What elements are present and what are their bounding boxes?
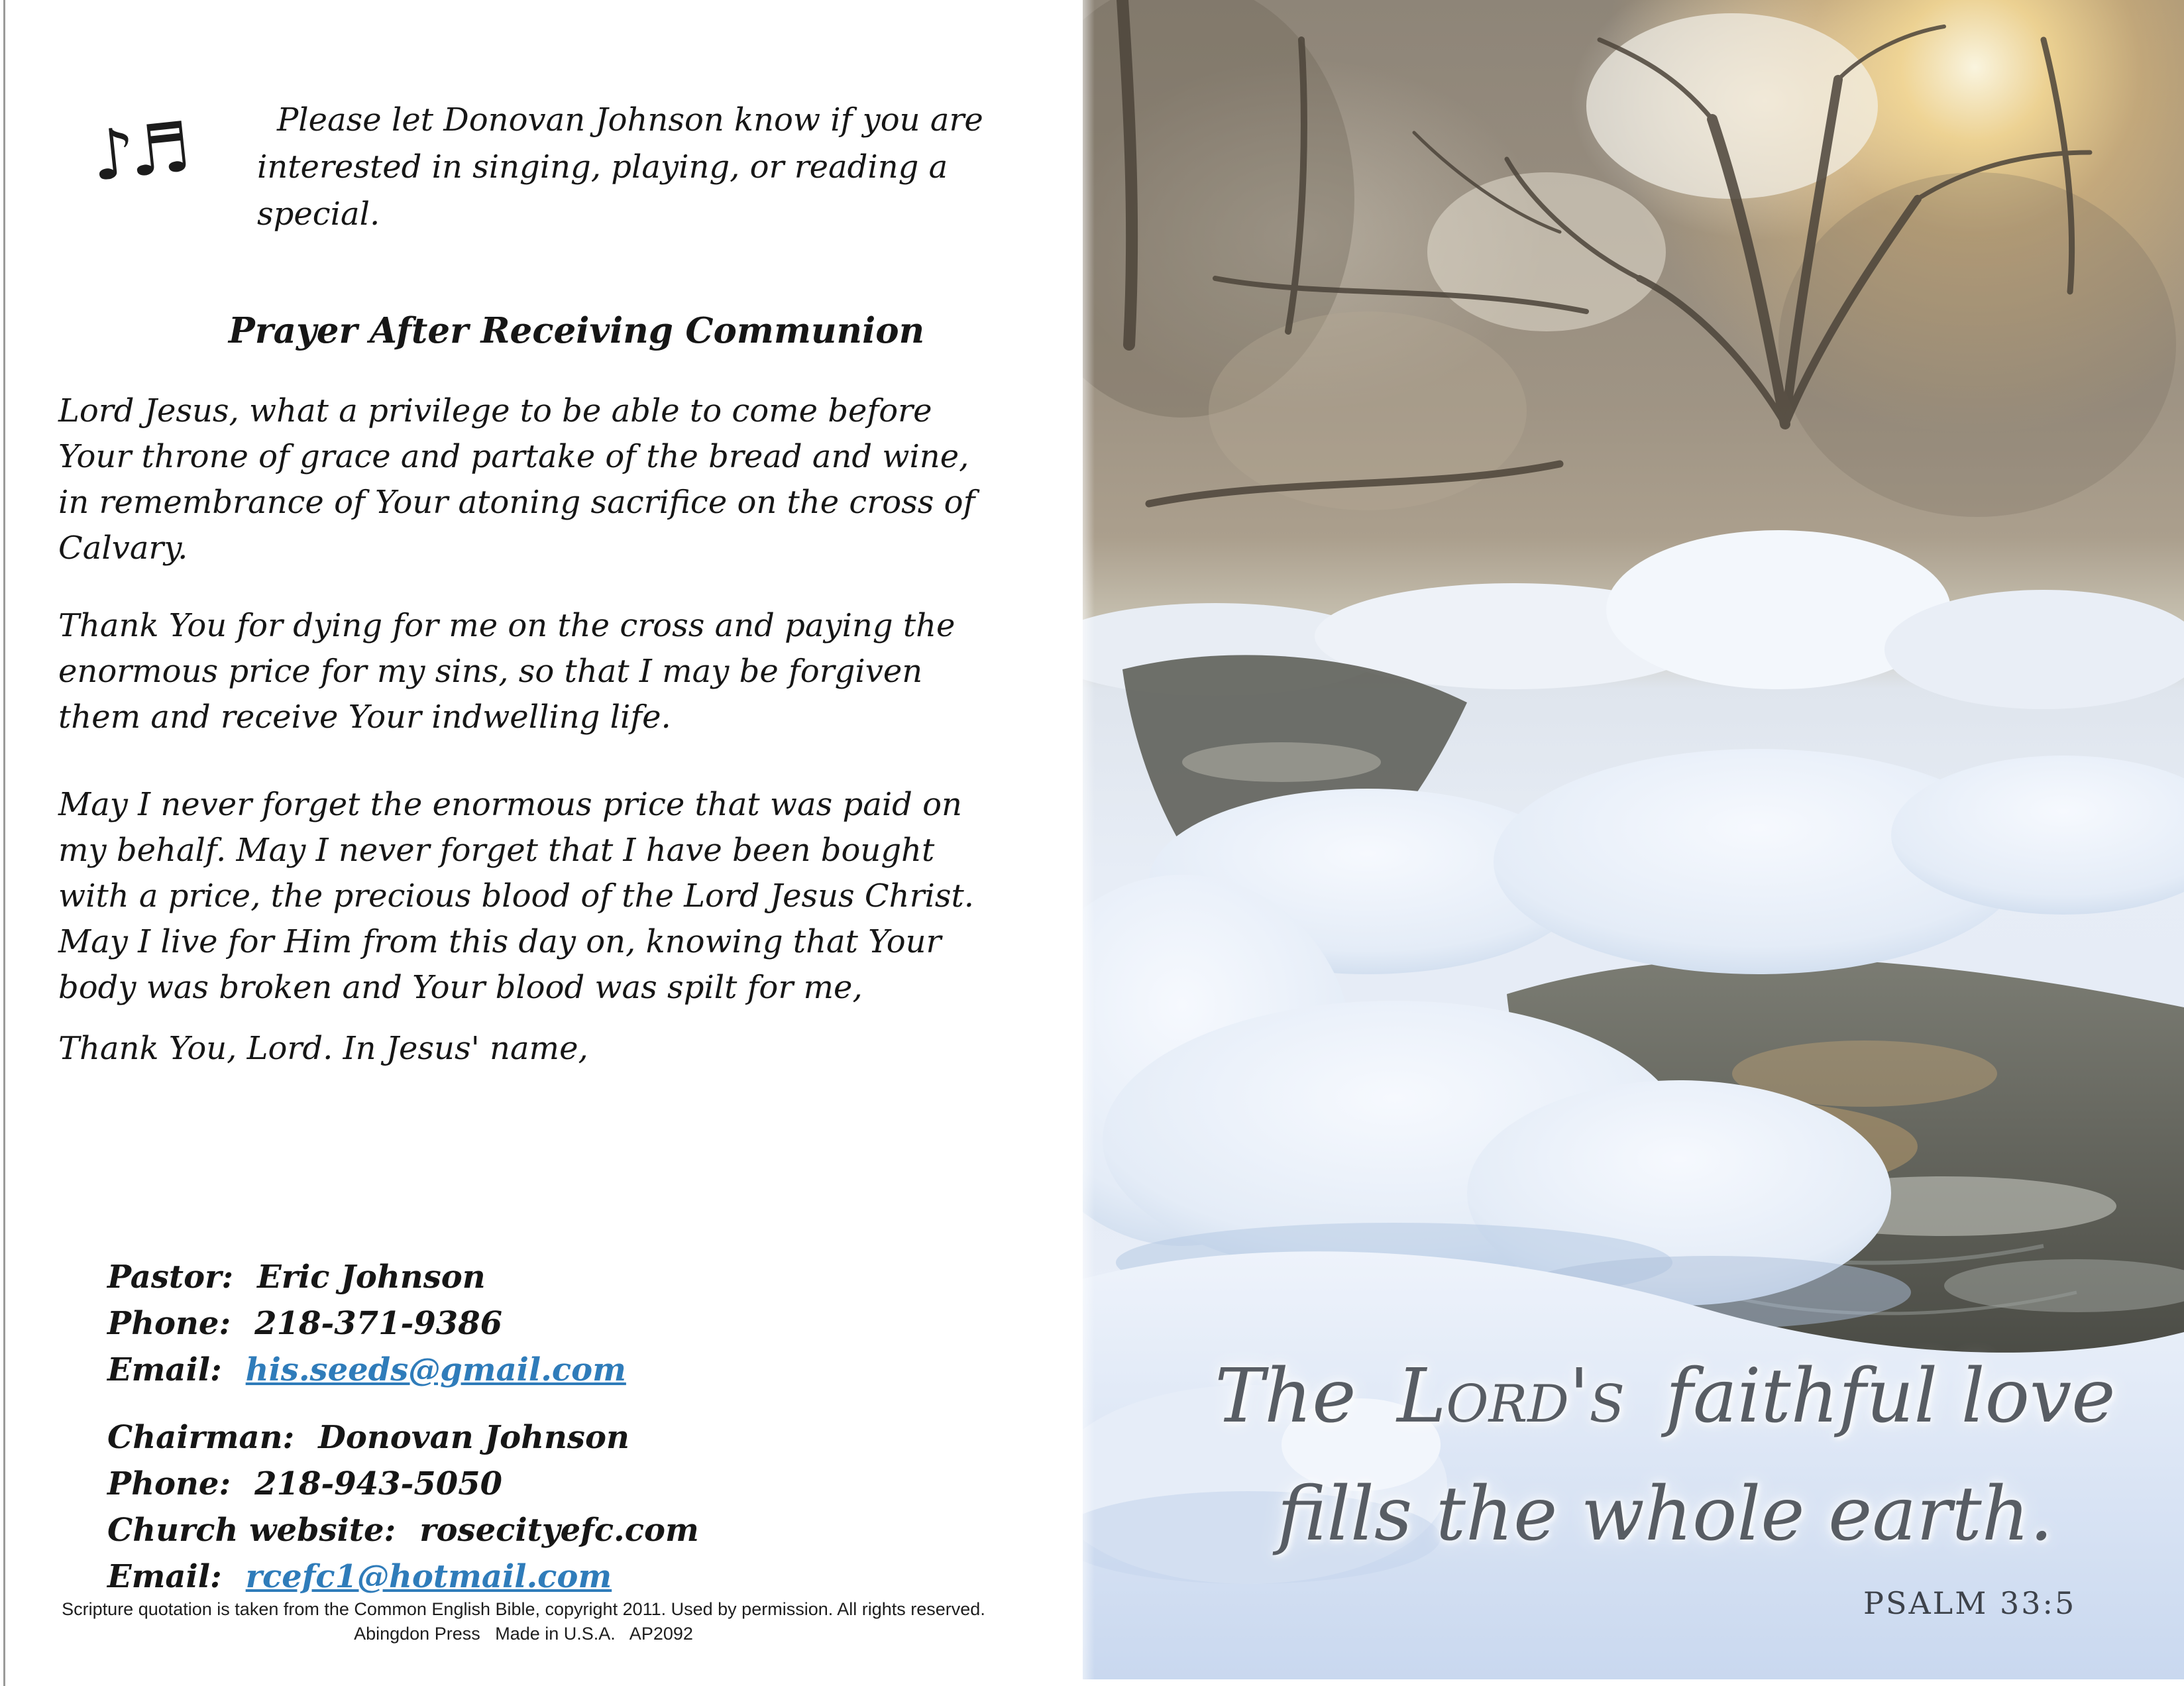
text-line: with a price, the precious blood of the Lord Jesus Christ.: [58, 877, 975, 915]
quote-line-2: fills the whole earth.: [1277, 1471, 2053, 1557]
text-line: Thank You for dying for me on the cross and paying the: [58, 607, 956, 644]
phone-label: Phone:: [107, 1465, 231, 1502]
church-email-row: [107, 1553, 699, 1600]
text-line: enormous price for my sins, so that I may be forgiven: [58, 653, 923, 690]
text-line: May I live for Him from this day on, knowing that Your: [58, 923, 942, 960]
prayer-paragraph-2: [58, 603, 955, 740]
pastor-name: Eric Johnson: [257, 1259, 486, 1296]
prayer-heading: Prayer After Receiving Communion: [228, 310, 925, 351]
website-label: Church website:: [107, 1512, 396, 1549]
pastor-phone: 218-371-9386: [254, 1305, 502, 1342]
pastor-email-link[interactable]: his.seeds@gmail.com: [245, 1351, 626, 1388]
chairman-name: Donovan Johnson: [318, 1419, 629, 1456]
announcement-line: Please let Donovan Johnson know if you are: [277, 101, 983, 139]
pastor-label: Pastor:: [107, 1259, 234, 1296]
email-label: Email:: [107, 1351, 222, 1388]
quote-word-lord: Lord's: [1397, 1353, 1625, 1439]
chairman-name-row: [107, 1414, 699, 1461]
text-line: my behalf. May I never forget that I have been bought: [58, 832, 935, 869]
prayer-paragraph-1: [58, 388, 975, 571]
phone-label: Phone:: [107, 1305, 231, 1342]
pastor-email-row: [107, 1347, 626, 1393]
chairman-label: Chairman:: [107, 1419, 295, 1456]
announcement-text: [257, 97, 983, 238]
chairman-contact-block: [107, 1414, 699, 1600]
text-line: May I never forget the enormous price that was paid on: [58, 786, 962, 823]
music-notes-icon: ♪♬: [87, 107, 188, 197]
prayer-paragraph-4: [58, 1026, 588, 1072]
copyright-line: Scripture quotation is taken from the Common English Bible, copyright 2011. Used by permission. All rights reserved.: [62, 1599, 985, 1619]
quote-word: faithful love: [1665, 1353, 2116, 1439]
church-website: rosecityefc.com: [419, 1512, 699, 1549]
text-line: Thank You, Lord. In Jesus' name,: [58, 1030, 588, 1067]
email-label: Email:: [107, 1558, 222, 1595]
pastor-phone-row: [107, 1300, 626, 1347]
text-line: Lord Jesus, what a privilege to be able to come before: [58, 392, 932, 429]
psalm-reference: PSALM 33:5: [1863, 1585, 2077, 1621]
announcement-line: special.: [257, 196, 380, 233]
prayer-paragraph-3: [58, 782, 974, 1011]
quote-line-1: [1156, 1337, 2175, 1455]
text-line: Calvary.: [58, 530, 188, 567]
copyright-fineprint: [60, 1597, 987, 1646]
psalm-quote: [1156, 1337, 2175, 1573]
pastor-contact-block: [107, 1254, 626, 1393]
text-line: body was broken and Your blood was spilt for me,: [58, 969, 863, 1006]
chairman-phone-row: [107, 1461, 699, 1507]
quote-word: The: [1215, 1353, 1356, 1439]
winter-creek-photo: [1083, 0, 2184, 1679]
chairman-phone: 218-943-5050: [254, 1465, 502, 1502]
church-website-row: [107, 1507, 699, 1553]
pastor-name-row: [107, 1254, 626, 1300]
text-line: them and receive Your indwelling life.: [58, 699, 671, 736]
announcement-line: interested in singing, playing, or reading a: [257, 148, 948, 186]
text-line: Your throne of grace and partake of the bread and wine,: [58, 438, 969, 475]
scan-edge-line: [3, 0, 5, 1686]
text-line: in remembrance of Your atoning sacrifice on the cross of: [58, 484, 975, 521]
church-email-link[interactable]: rcefc1@hotmail.com: [245, 1558, 612, 1595]
publisher-line: Abingdon Press Made in U.S.A. AP2092: [354, 1624, 693, 1644]
